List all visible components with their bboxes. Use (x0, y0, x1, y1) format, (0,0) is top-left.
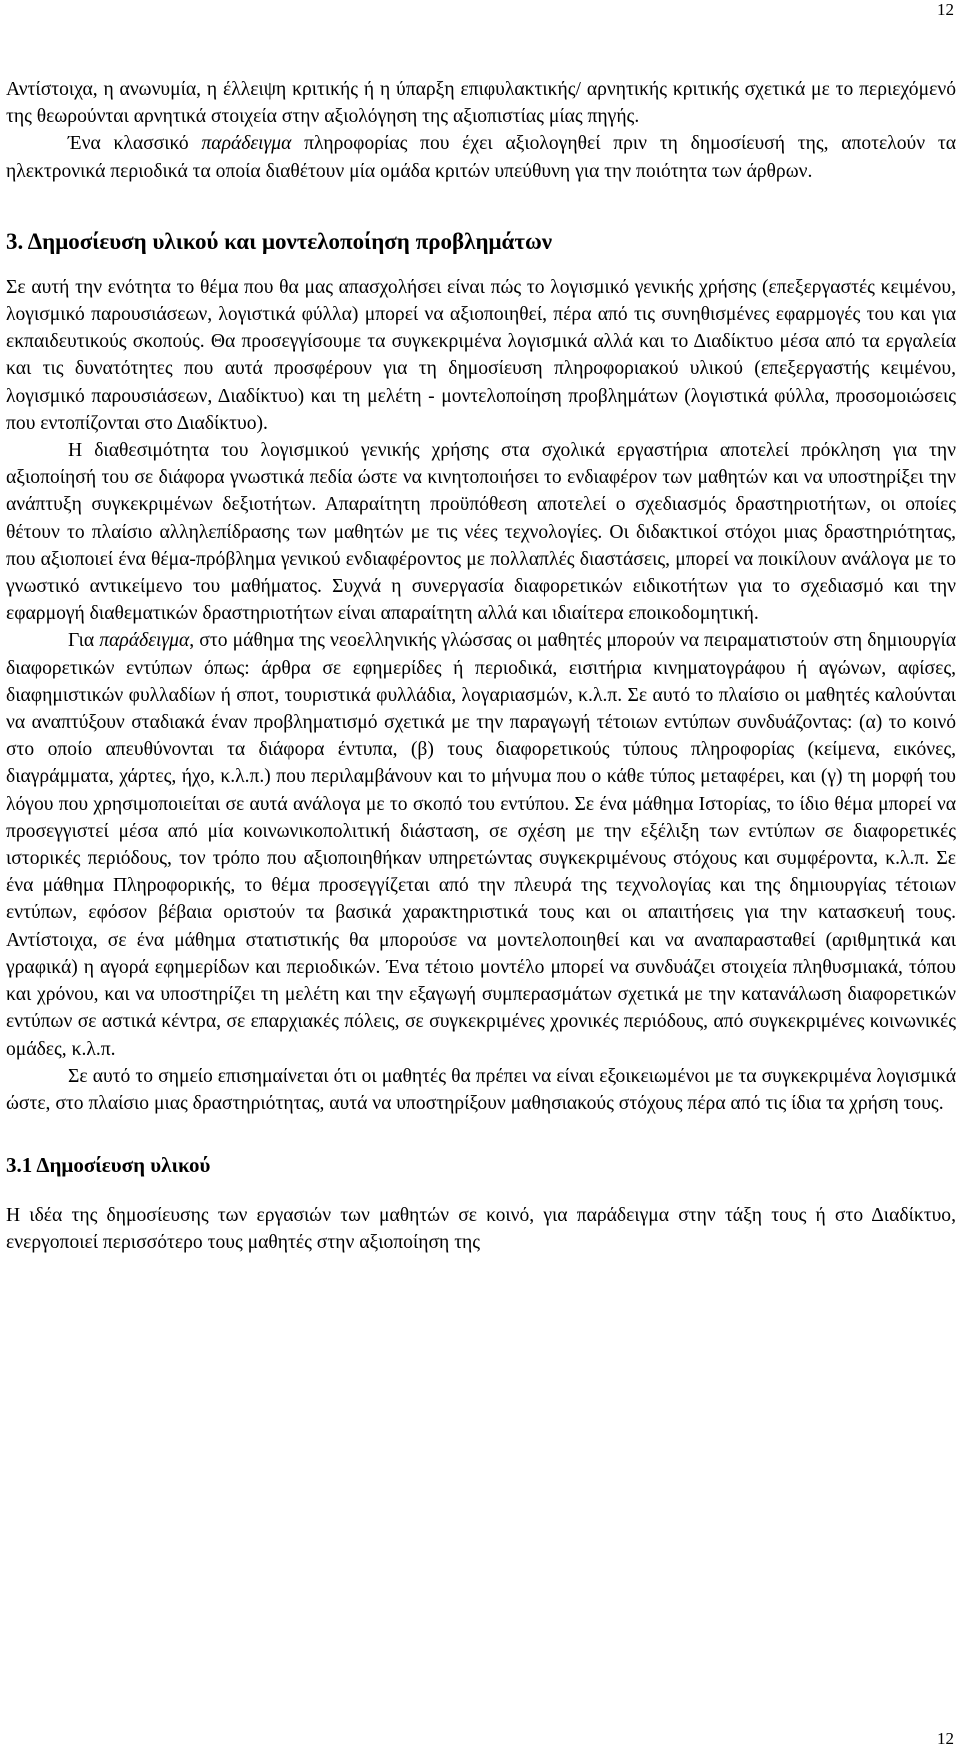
intro-paragraph-2-text-a: Ένα κλασσικό (68, 133, 202, 155)
section-3-paragraph-3-text-a: Για (68, 630, 100, 652)
section-3-heading: 3. Δημοσίευση υλικού και μοντελοποίηση προβλημάτων (6, 228, 553, 254)
section-3-1-paragraph-1: Η ιδέα της δημοσίευσης των εργασιών των μαθητών σε κοινό, για παράδειγμα στην τάξη τους ή στο Διαδίκτυο, ενεργοποιεί περισσότερο τους μαθητές στην αξιοποίηση της (6, 1205, 956, 1254)
page-number-top: 12 (937, 0, 954, 19)
section-3-paragraph-3-text-b: , στο μάθημα της νεοελληνικής γλώσσας οι μαθητές μπορούν να πειραματιστούν στη δημιουργία διαφορετικών εντύπων όπως: άρθρα σε εφημερίδες ή περιοδικά, εισιτήρια κινηματογράφου ή αγώνων, αφίσες, διαφημιστικών φυλλαδίων ή σποτ, τουριστικά φυλλάδια, λογαριασμών, κ.λ.π. Σε αυτό το πλαίσιο οι μαθητές καλούνται να αναπτύξουν σταδιακά έναν προβληματισμό σχετικά με την παραγωγή τέτοιων εντύπων συνδυάζοντας: (α) το κοινό στο οποίο απευθύνονται τα διάφορα έντυπα, (β) τους διαφορετικούς τύπους πληροφορίας (κείμενα, εικόνες, διαγράμματα, χάρτες, ήχο, κ.λ.π.) που περιλαμβάνουν και το μήνυμα που ο κάθε τύπος μεταφέρει, και (γ) τη μορφή του λόγου που χρησιμοποιείται σε αυτά ανάλογα με το σκοπό του εντύπου. Σε ένα μάθημα Ιστορίας, το ίδιο θέμα μπορεί να προσεγγιστεί μέσα από μία κοινωνικοπολιτική διάσταση, σε σχέση με την εξέλιξη των εντύπων σε διαφορετικές ιστορικές περιόδους, τον τρόπο που αξιοποιηθήκαν υπηρετώντας συγκεκριμένους στόχους και συμφέροντα, κ.λ.π. Σε ένα μάθημα Πληροφορικής, το θέμα προσεγγίζεται από την πλευρά της τεχνολογίας και της δημιουργίας τέτοιων εντύπων, εφόσον βέβαια οριστούν τα βασικά χαρακτηριστικά τους και οι απαιτήσεις για την κατασκευή τους. Αντίστοιχα, σε ένα μάθημα στατιστικής θα μπορούσε να μοντελοποιηθεί και να αναπαρασταθεί (αριθμητικά και γραφικά) η αγορά εφημερίδων και περιοδικών. Ένα τέτοιο μοντέλο μπορεί να συνδυάζει στοιχεία πληθυσμιακά, τόπου και χρόνου, και να υποστηρίζει τη μελέτη και την εξαγωγή συμπερασμάτων σχετικά με την κατανάλωση διαφορετικών εντύπων σε αστικά κέντρα, σε επαρχιακές πόλεις, σε συγκεκριμένες χρονικές περιόδους, από συγκεκριμένες κοινωνικές ομάδες, κ.λ.π. (6, 630, 956, 1060)
intro-paragraph-2-text-b: πληροφορίας που έχει αξιολογηθεί πριν τη δημοσίευσή της, αποτελούν τα ηλεκτρονικά περιοδικά τα οποία διαθέτουν μία ομάδα κριτών υπεύθυνη για την ποιότητα των άρθρων. (6, 133, 956, 182)
document-body (6, 76, 956, 1257)
intro-paragraph-2 (6, 130, 956, 184)
section-3-paragraph-4: Σε αυτό το σημείο επισημαίνεται ότι οι μαθητές θα πρέπει να είναι εξοικειωμένοι με τα συγκεκριμένα λογισμικά ώστε, στο πλαίσιο μιας δραστηριότητας, αυτά να υποστηρίξουν μαθησιακούς στόχους πέρα από τις ίδια τα χρήση τους. (6, 1065, 956, 1114)
section-3-paragraph-3 (6, 627, 956, 1062)
page-number-bottom: 12 (937, 1729, 954, 1748)
section-3-1-heading: 3.1 Δημοσίευση υλικού (6, 1153, 211, 1178)
intro-paragraph-2-emphasis: παράδειγμα (201, 133, 292, 155)
section-3-paragraph-3-emphasis: παράδειγμα (99, 630, 190, 652)
section-3-paragraph-1: Σε αυτή την ενότητα το θέμα που θα μας απασχολήσει είναι πώς το λογισμικό γενικής χρήσης (επεξεργαστές κειμένου, λογισμικό παρουσιάσεων, λογιστικά φύλλα) μπορεί να αξιοποιηθεί, πέρα από τις συνηθισμένες εφαρμογές του και για εκπαιδευτικούς σκοπούς. Θα προσεγγίσουμε τα συγκεκριμένα λογισμικά αλλά και το Διαδίκτυο μέσα από τα εργαλεία και τις δυνατότητες που αυτά προσφέρουν για τη δημοσίευση πληροφοριακού υλικού (επεξεργαστής κειμένου, λογισμικό παρουσιάσεων, Διαδίκτυο) και τη μελέτη - μοντελοποίηση προβλημάτων (λογιστικά φύλλα, προσομοιώσεις που εντοπίζονται στο Διαδίκτυο). (6, 276, 956, 434)
section-3-paragraph-2: Η διαθεσιμότητα του λογισμικού γενικής χρήσης στα σχολικά εργαστήρια αποτελεί πρόκληση για την αξιοποίησή του σε διάφορα γνωστικά πεδία ώστε να κινητοποιήσει το ενδιαφέρον των μαθητών και να υποστηρίξει την ανάπτυξη συγκεκριμένων δεξιοτήτων. Απαραίτητη προϋπόθεση αποτελεί ο σχεδιασμός δραστηριοτήτων, οι οποίες θέτουν το πλαίσιο αλληλεπίδρασης των μαθητών με τις νέες τεχνολογίες. Οι διδακτικοί στόχοι μιας δραστηριότητας, που αξιοποιεί ένα θέμα-πρόβλημα γενικού ενδιαφέροντος με πολλαπλές διαστάσεις, μπορεί να ποικίλουν ανάλογα με το γνωστικό αντικείμενο του μαθήματος. Συχνά η συνεργασία διαφορετικών ειδικοτήτων για το σχεδιασμό και την εφαρμογή διαθεματικών δραστηριοτήτων είναι απαραίτητη αλλά και ιδιαίτερα εποικοδομητική. (6, 440, 956, 625)
intro-paragraph-1: Αντίστοιχα, η ανωνυμία, η έλλειψη κριτικής ή η ύπαρξη επιφυλακτικής/ αρνητικής κριτικής σχετικά με το περιεχόμενό της θεωρούνται αρνητικά στοιχεία στην αξιολόγηση της αξιοπιστίας μίας πηγής. (6, 79, 956, 128)
